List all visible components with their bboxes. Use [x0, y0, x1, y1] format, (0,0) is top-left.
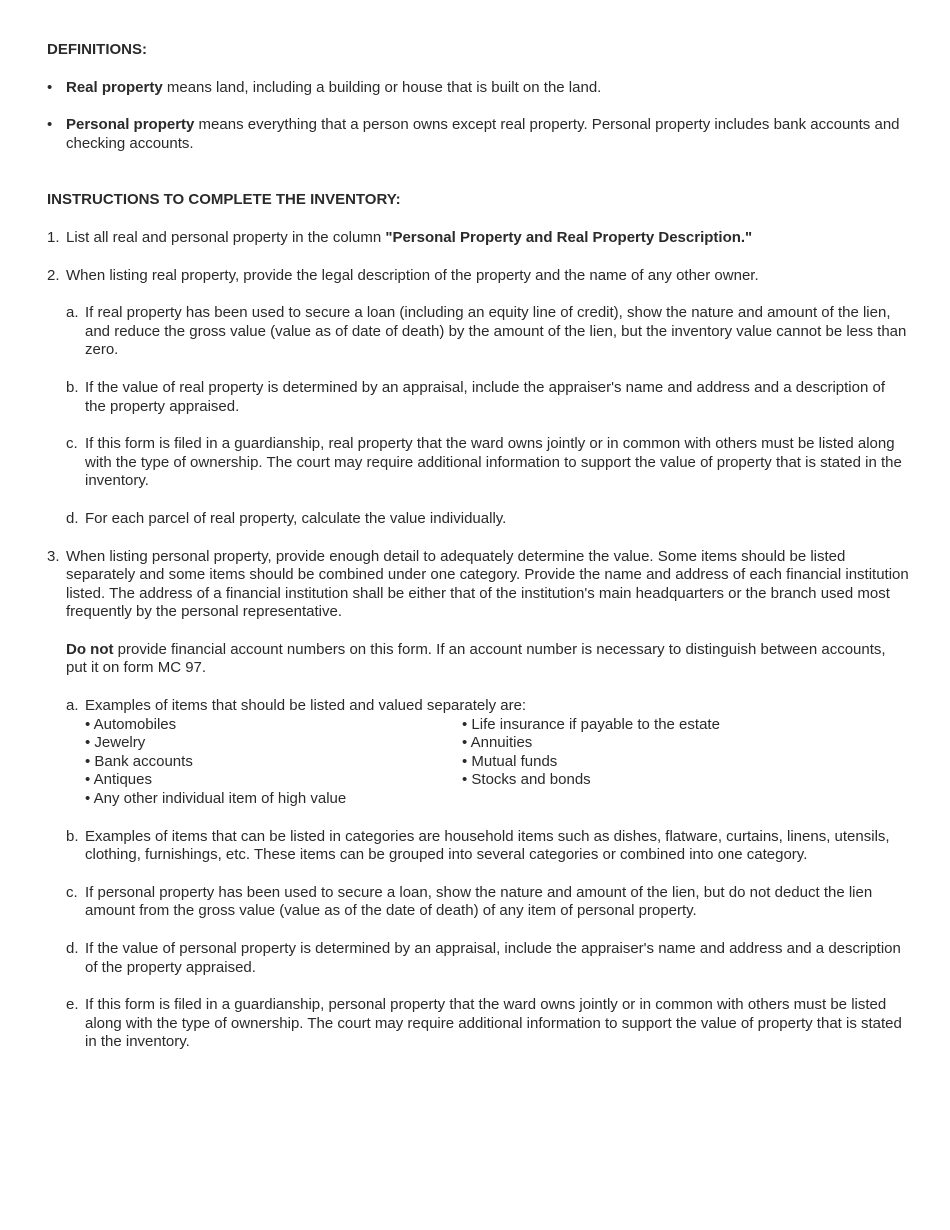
examples-column-left: [85, 716, 462, 809]
sub-item-3d: [66, 940, 909, 977]
item-number: 3.: [47, 547, 60, 565]
sub-letter: c.: [66, 435, 78, 453]
item-number: 1.: [47, 228, 60, 246]
definition-personal-property: [47, 116, 909, 153]
item-text: When listing real property, provide the legal description of the property and the name of any other owner.: [66, 266, 759, 284]
definition-real-property: [47, 79, 909, 98]
sub-text: If personal property has been used to secure a loan, show the nature and amount of the lien, but do not deduct the lien amount from the gross value (value as of the date of death) of any item of personal property.: [85, 883, 873, 920]
sub-item-3c: [66, 884, 909, 921]
example-item: • Mutual funds: [462, 752, 558, 770]
sub-text: If real property has been used to secure a loan (including an equity line of credit), show the nature and amount of the lien, and reduce the gross value (value as of date of death) by the amount of the lien, but the inventory value cannot be less than zero.: [85, 304, 907, 359]
example-item: • Annuities: [462, 734, 533, 752]
sub-letter: e.: [66, 996, 79, 1014]
account-number-note: [66, 641, 909, 678]
example-item: • Automobiles: [85, 715, 177, 733]
instruction-item-3: [47, 548, 909, 1052]
item-text: When listing personal property, provide enough detail to adequately determine the value. Some items should be listed separately and some items should be combined under one category. Provide the name and address of each financial institution listed. The address of a financial institution shall be either that of the institution's main headquarters or the branch used most frequently by the personal representative.: [66, 547, 909, 621]
sub-text: If this form is filed in a guardianship, real property that the ward owns jointly or in common with others must be listed along with the type of ownership. The court may require additional information to support the value of property that is stated in the inventory.: [85, 435, 902, 490]
sub-item-2c: [66, 435, 909, 491]
definition-term: Real property: [66, 78, 163, 96]
sub-letter: b.: [66, 827, 79, 845]
bullet: •: [47, 78, 53, 96]
sub-text: If this form is filed in a guardianship, personal property that the ward owns jointly or in common with others must be listed along with the type of ownership. The court may require additional information to support the value of property that is stated in the inventory.: [85, 996, 902, 1051]
document-page: [47, 41, 909, 1052]
sub-item-3a: [66, 697, 909, 809]
definition-text: means land, including a building or house that is built on the land.: [162, 78, 602, 96]
definition-text: means everything that a person owns except real property. Personal property includes bank accounts and checking accounts.: [66, 116, 900, 152]
item-number: 2.: [47, 266, 60, 284]
sub-item-2d: [66, 510, 909, 529]
definitions-list: [47, 79, 909, 154]
example-item: • Bank accounts: [85, 752, 193, 770]
example-item: • Life insurance if payable to the estate: [462, 715, 720, 733]
sub-text: Examples of items that should be listed and valued separately are:: [85, 697, 527, 715]
instruction-item-2: [47, 267, 909, 529]
personal-property-subitems: [66, 697, 909, 1052]
example-item: • Any other individual item of high value: [85, 790, 347, 808]
sub-letter: d.: [66, 509, 79, 527]
note-emphasis: Do not: [66, 640, 114, 658]
column-name: "Personal Property and Real Property Description.": [385, 228, 753, 246]
example-item: • Antiques: [85, 771, 152, 789]
example-item: • Stocks and bonds: [462, 771, 591, 789]
sub-text: If the value of personal property is determined by an appraisal, include the appraiser's name and address and a description of the property appraised.: [85, 940, 901, 976]
note-text: provide financial account numbers on this form. If an account number is necessary to distinguish between accounts, put it on form MC 97.: [66, 640, 886, 677]
sub-letter: b.: [66, 378, 79, 396]
instruction-item-1: [47, 229, 909, 248]
definition-term: Personal property: [66, 116, 195, 134]
sub-text: If the value of real property is determined by an appraisal, include the appraiser's name and address and a description of the property appraised.: [85, 378, 886, 415]
sub-letter: a.: [66, 697, 79, 715]
examples-column-right: [462, 716, 839, 809]
bullet: •: [47, 116, 53, 134]
sub-item-2b: [66, 379, 909, 416]
definitions-heading: DEFINITIONS:: [47, 41, 147, 58]
sub-letter: c.: [66, 883, 78, 901]
sub-item-2a: [66, 304, 909, 360]
instructions-heading: INSTRUCTIONS TO COMPLETE THE INVENTORY:: [47, 191, 401, 209]
examples-columns: [85, 716, 909, 809]
example-item: • Jewelry: [85, 734, 146, 752]
sub-text: Examples of items that can be listed in categories are household items such as dishes, flatware, curtains, linens, utensils, clothing, furnishings, etc. These items can be grouped into several categories or combined into one category.: [85, 827, 890, 864]
real-property-subitems: [66, 304, 909, 528]
sub-item-3e: [66, 996, 909, 1052]
sub-letter: a.: [66, 304, 79, 322]
sub-item-3b: [66, 828, 909, 865]
sub-letter: d.: [66, 940, 79, 957]
item-text: List all real and personal property in the column: [66, 228, 386, 246]
sub-text: For each parcel of real property, calculate the value individually.: [85, 509, 507, 527]
